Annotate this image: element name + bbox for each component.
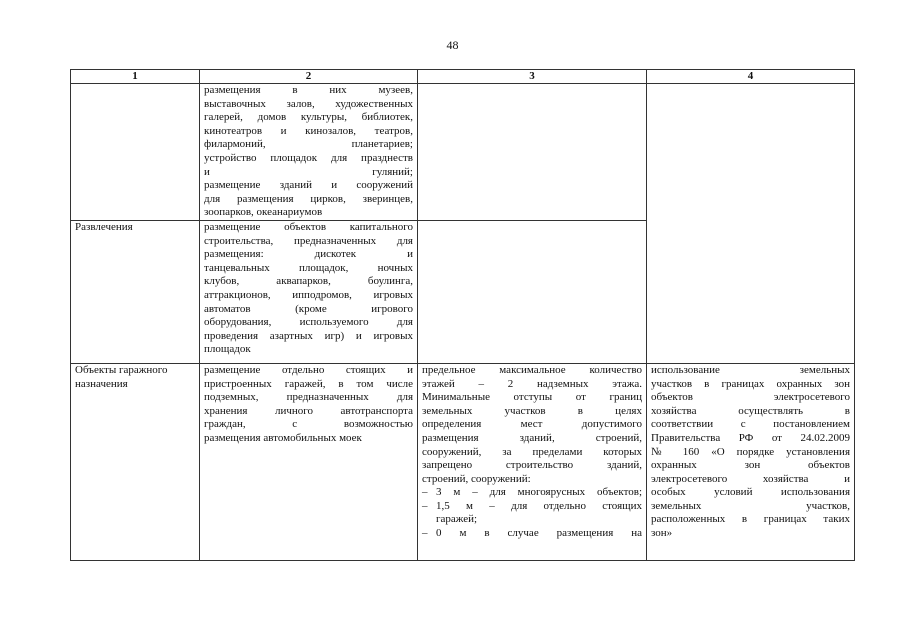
text-line: земельных участков,: [651, 499, 850, 512]
header-col-4: 4: [647, 70, 855, 84]
text-line: размещение зданий и сооружений: [204, 179, 413, 192]
text-line: этажей – 2 надземных этажа.: [422, 377, 642, 390]
dash-marker: –: [422, 486, 428, 499]
text-line: размещения зданий, строений,: [422, 431, 642, 444]
text-line: назначения: [75, 377, 128, 390]
text-line: выставочных залов, художественных: [204, 97, 413, 110]
text-line: пристроенных гаражей, в том числе: [204, 377, 413, 390]
text-line: танцевальных площадок, ночных: [204, 261, 413, 274]
list-item-text: 3 м – для многоярусных объектов;: [436, 486, 642, 499]
text-line: автоматов (кроме игрового: [204, 302, 413, 315]
header-row: [71, 70, 855, 84]
text-line: устройство площадок для празднеств: [204, 151, 413, 164]
header-col-2: 2: [200, 70, 418, 84]
row3-params-cell: [418, 363, 647, 560]
text-line: Правительства РФ от 24.02.2009: [651, 431, 850, 444]
text-line: запрещено строительство зданий,: [422, 459, 642, 472]
text-line: охранных зон объектов: [651, 459, 850, 472]
table-row: [71, 84, 855, 221]
dash-marker: –: [422, 499, 428, 512]
text-line: проведения азартных игр) и игровых: [204, 329, 413, 342]
dash-marker: –: [422, 527, 428, 540]
list-item-text: 0 м в случае размещения на: [436, 527, 642, 540]
text-line: размещение отдельно стоящих и: [204, 363, 413, 376]
text-line: земельных участков в целях: [422, 404, 642, 417]
row3-params-text: [422, 364, 642, 486]
text-line: кинотеатров и кинозалов, театров,: [204, 124, 413, 137]
text-line: оборудования, используемого для: [204, 316, 413, 329]
text-line: электросетевого хозяйства и: [651, 472, 850, 485]
list-item: [422, 500, 642, 527]
row1-use-type-cell: [71, 84, 200, 221]
text-line: Минимальные отступы от границ: [422, 391, 642, 404]
text-line: филармоний, планетариев;: [204, 138, 413, 151]
text-line: размещения: дискотек и: [204, 248, 413, 261]
row3-params-list: [422, 486, 642, 540]
page-number: 48: [446, 38, 459, 52]
list-item: [422, 486, 642, 500]
header-col-1: 1: [71, 70, 200, 84]
row2-use-type-cell: Развлечения: [71, 220, 200, 363]
text-line: расположенных в границах таких: [651, 513, 850, 526]
row2-description-cell: [200, 220, 418, 363]
text-line: зон»: [651, 527, 673, 540]
row3-description-cell: [200, 363, 418, 560]
text-line: хранения личного автотранспорта: [204, 404, 413, 417]
list-item: [422, 527, 642, 541]
row1-description-cell: [200, 84, 418, 221]
text-line: размещения автомобильных моек: [204, 431, 362, 444]
text-line: сооружений, за пределами которых: [422, 445, 642, 458]
row1-restrictions-cell: [647, 84, 855, 364]
text-line: площадок: [204, 343, 251, 356]
text-line: хозяйства осуществлять в: [651, 404, 850, 417]
text-line: Объекты гаражного: [75, 363, 168, 376]
text-line: особых условий использования: [651, 486, 850, 499]
text-line: определения мест допустимого: [422, 418, 642, 431]
text-line: граждан, с возможностью: [204, 418, 413, 431]
row1-params-cell: [418, 84, 647, 221]
text-line: строительства, предназначенных для: [204, 234, 413, 247]
row2-params-cell: [418, 220, 647, 363]
list-item-text: 1,5 м – для отдельно стоящих гаражей;: [436, 499, 642, 526]
text-line: предельное максимальное количество: [422, 363, 642, 376]
text-line: строений, сооружений:: [422, 472, 531, 485]
text-line: размещения в них музеев,: [204, 84, 413, 96]
text-line: соответствии с постановлением: [651, 418, 850, 431]
text-line: и гуляний;: [204, 165, 413, 178]
text-line: аттракционов, ипподромов, игровых: [204, 288, 413, 301]
text-line: клубов, аквапарков, боулинга,: [204, 275, 413, 288]
text-line: участков в границах охранных зон: [651, 377, 850, 390]
header-col-3: 3: [418, 70, 647, 84]
text-line: подземных, предназначенных для: [204, 391, 413, 404]
row3-restrictions-cell: [647, 363, 855, 560]
text-line: зоопарков, океанариумов: [204, 206, 323, 219]
text-line: галерей, домов культуры, библиотек,: [204, 111, 413, 124]
text-line: использование земельных: [651, 363, 850, 376]
text-line: для размещения цирков, зверинцев,: [204, 192, 413, 205]
land-use-table: [70, 69, 855, 561]
text-line: объектов электросетевого: [651, 391, 850, 404]
text-line: № 160 «О порядке установления: [651, 445, 850, 458]
row3-use-type-cell: [71, 363, 200, 560]
text-line: размещение объектов капитального: [204, 220, 413, 233]
table-row: [71, 363, 855, 560]
